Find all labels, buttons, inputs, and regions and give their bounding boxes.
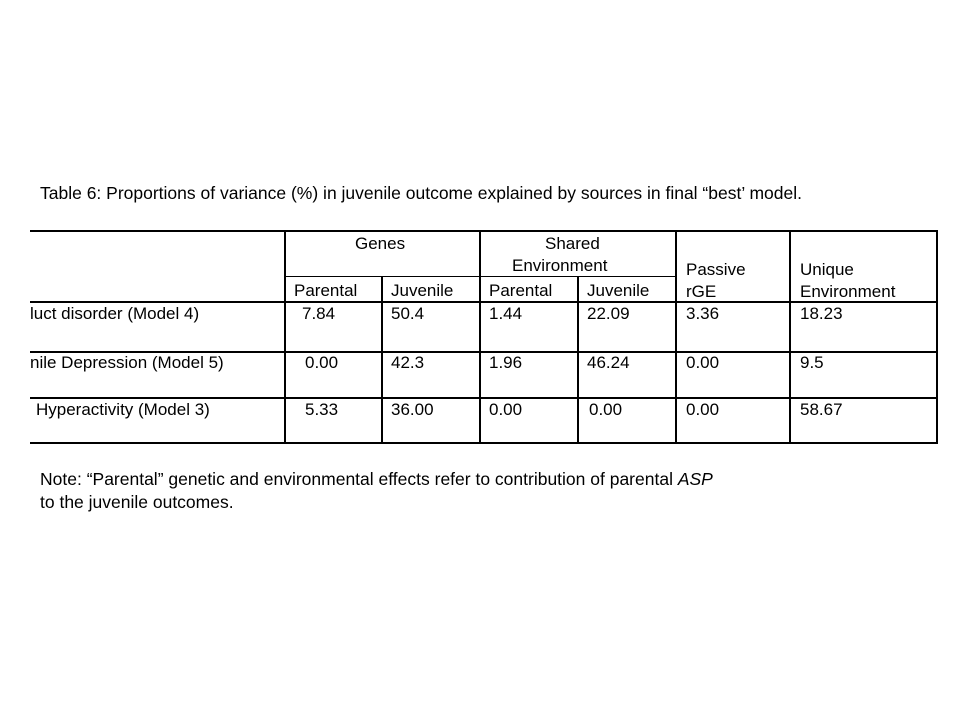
cell-genes-juvenile: 36.00 [391, 400, 434, 419]
cell-shared-parental: 1.96 [489, 353, 523, 372]
header-genes: Genes [355, 234, 406, 253]
table-note [40, 468, 713, 514]
cell-unique-environment: 9.5 [800, 353, 824, 372]
header-passive-line1: Passive [686, 260, 746, 279]
header-unique-line2: Environment [800, 282, 896, 301]
note-text: Note: “Parental” genetic and environmental effects refer to contribution of parental [40, 469, 678, 489]
col-rule-genes-mid [381, 276, 383, 444]
cell-genes-parental: 5.33 [305, 400, 339, 419]
header-unique-line1: Unique [800, 260, 854, 279]
table-bottom-border [30, 442, 938, 444]
table-caption: Table 6: Proportions of variance (%) in juvenile outcome explained by sources in final “best’ model. [40, 183, 802, 203]
row-label: Hyperactivity (Model 3) [36, 400, 210, 419]
cell-shared-juvenile: 46.24 [587, 353, 630, 372]
row-label: luct disorder (Model 4) [30, 304, 200, 323]
cell-passive-rge: 0.00 [686, 353, 720, 372]
col-rule-right [936, 230, 938, 444]
cell-shared-juvenile: 22.09 [587, 304, 630, 323]
cell-genes-parental: 7.84 [302, 304, 336, 323]
table-top-border [30, 230, 938, 232]
row-label: nile Depression (Model 5) [30, 353, 224, 372]
col-rule-unique-left [789, 230, 791, 444]
cell-shared-juvenile: 0.00 [589, 400, 623, 419]
note-italic-term: ASP [677, 469, 713, 489]
cell-genes-juvenile: 50.4 [391, 304, 425, 323]
header-shared-line1: Shared [545, 234, 600, 253]
header-genes-parental: Parental [294, 281, 358, 300]
cell-passive-rge: 3.36 [686, 304, 720, 323]
col-rule-genes-left [284, 230, 286, 444]
header-shared-parental: Parental [489, 281, 553, 300]
note-line-1 [40, 468, 713, 491]
cell-unique-environment: 58.67 [800, 400, 843, 419]
cell-genes-juvenile: 42.3 [391, 353, 425, 372]
cell-genes-parental: 0.00 [305, 353, 339, 372]
row2-bottom-rule [30, 397, 938, 399]
cell-shared-parental: 1.44 [489, 304, 523, 323]
header-passive-line2: rGE [686, 282, 717, 301]
note-line-2: to the juvenile outcomes. [40, 492, 234, 512]
cell-unique-environment: 18.23 [800, 304, 843, 323]
header-genes-juvenile: Juvenile [391, 281, 454, 300]
header-shared-juvenile: Juvenile [587, 281, 650, 300]
col-rule-shared-left [479, 230, 481, 444]
header-shared-line2: Environment [512, 256, 608, 275]
cell-shared-parental: 0.00 [489, 400, 523, 419]
col-rule-passive-left [675, 230, 677, 444]
cell-passive-rge: 0.00 [686, 400, 720, 419]
col-rule-shared-mid [577, 276, 579, 444]
